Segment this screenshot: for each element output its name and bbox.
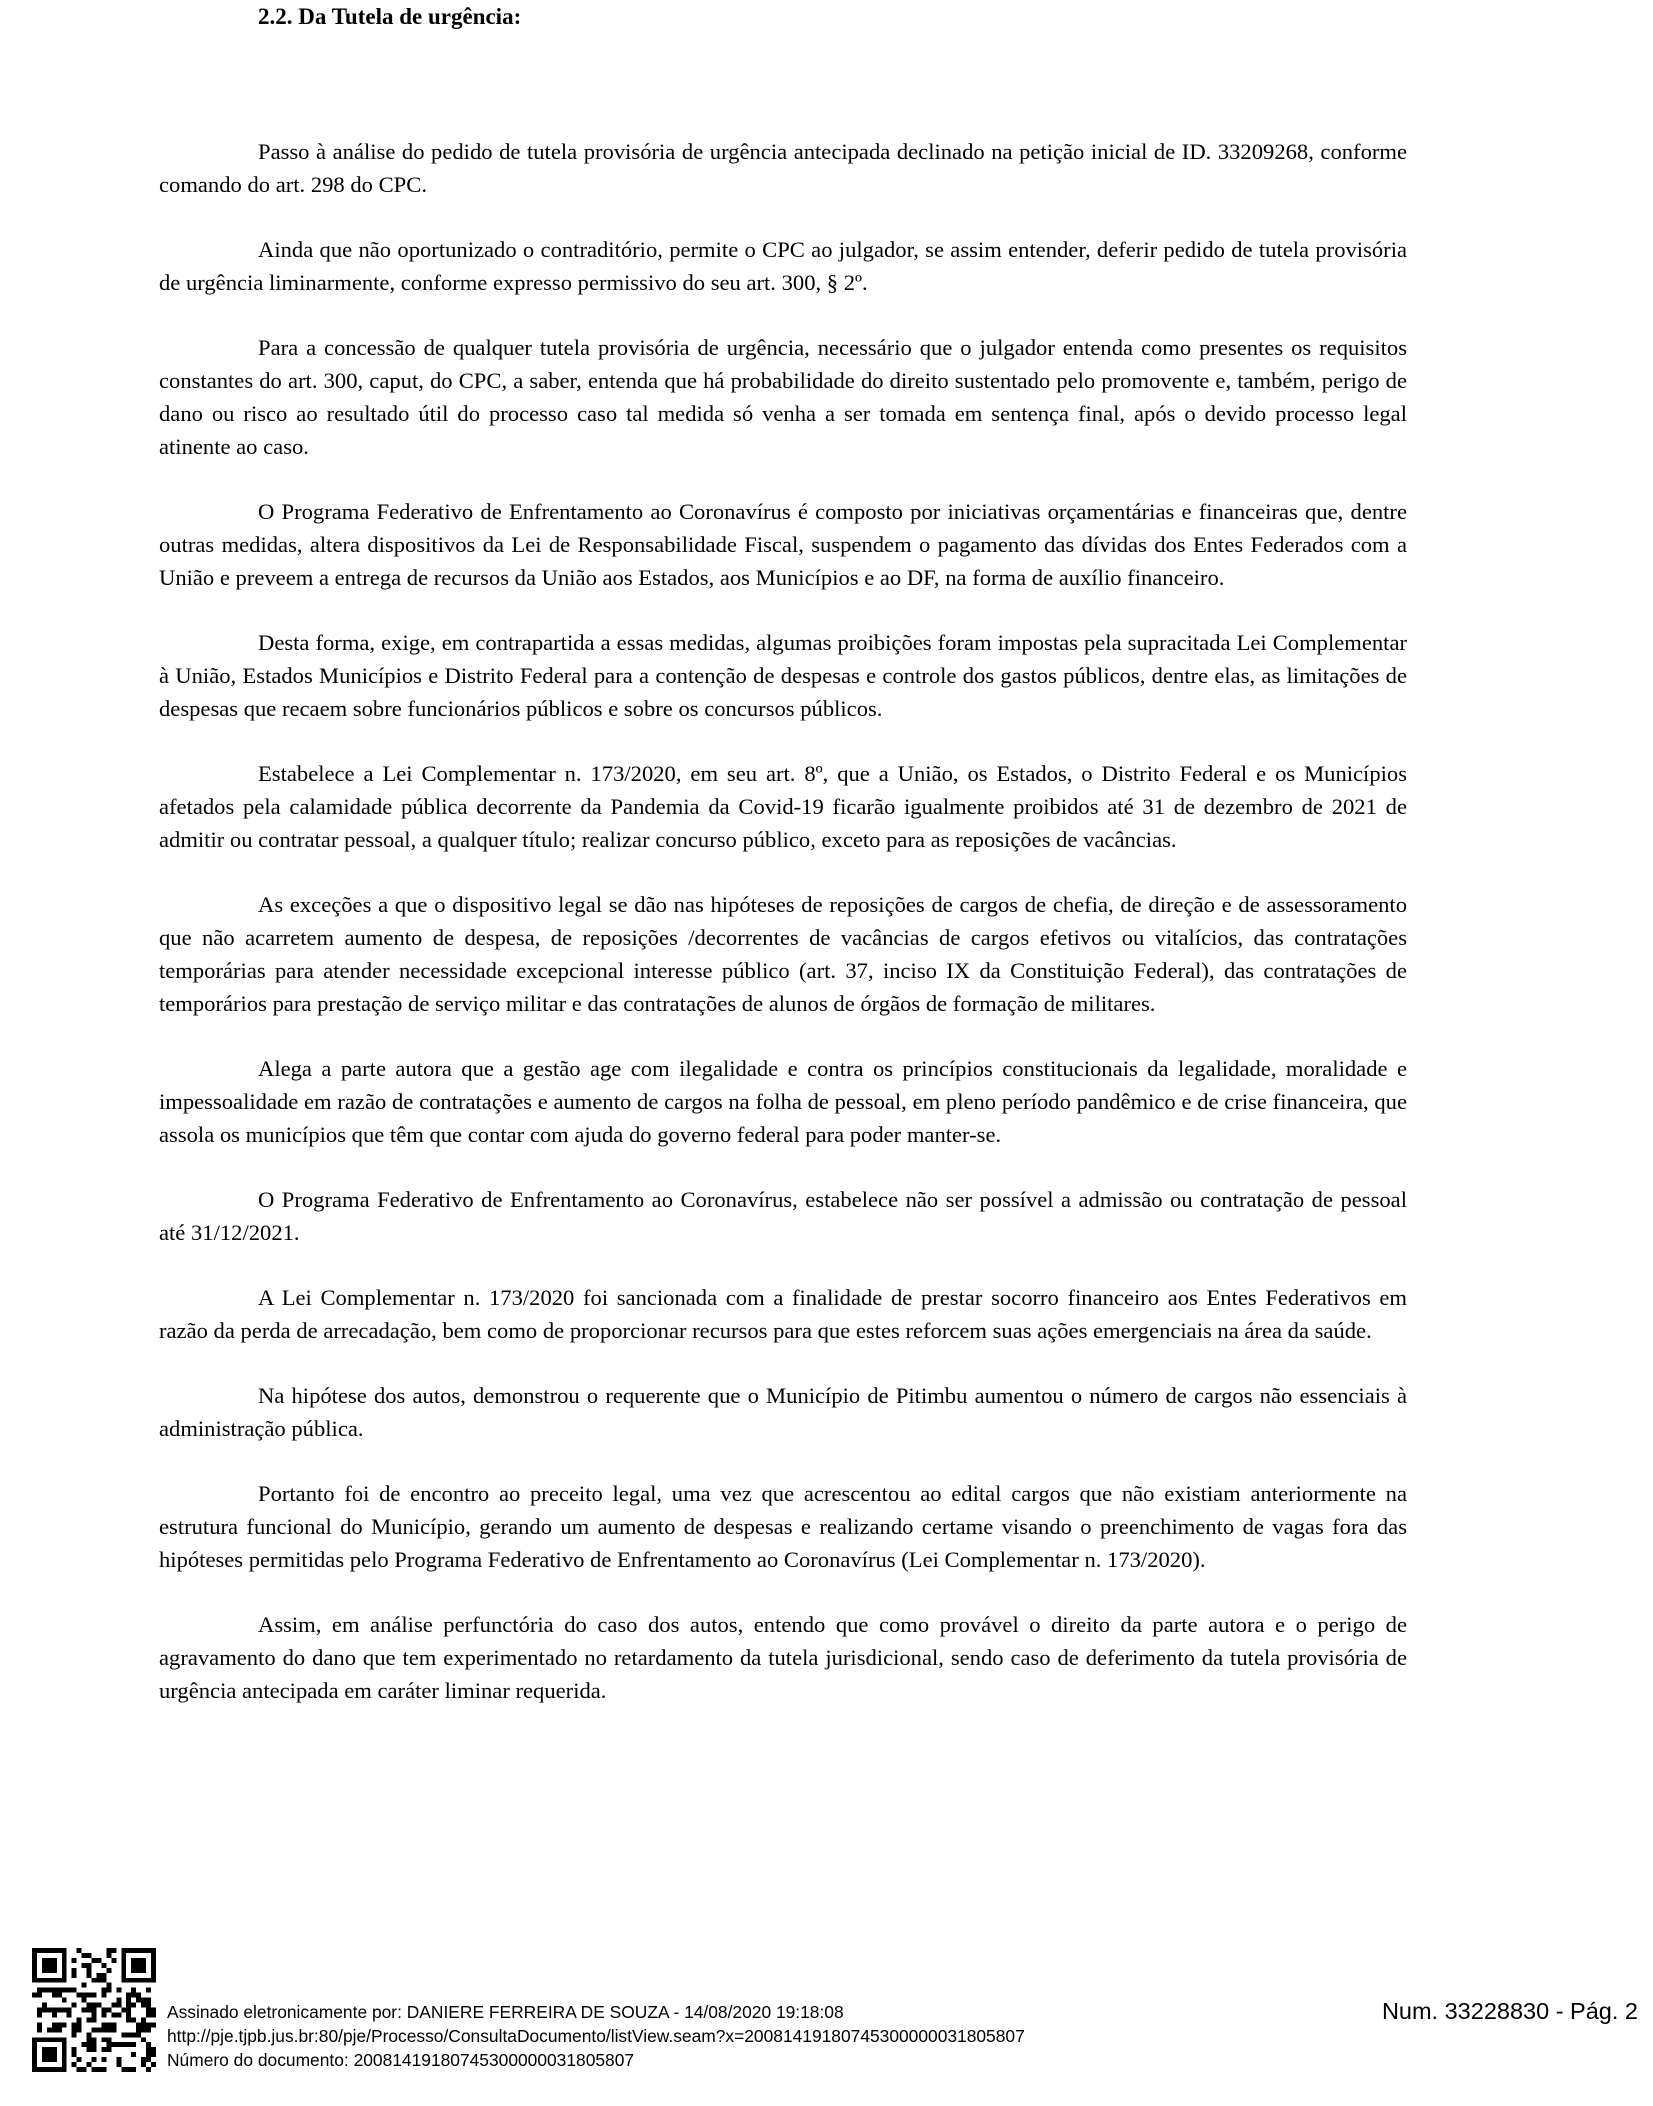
paragraph: As exceções a que o dispositivo legal se dão nas hipóteses de reposições de cargos de chefia, de direção e de assessoramento que não acarretem aumento de despesa, de reposições /decorrentes de vacâncias de cargos efetivos ou vitalícios, das contratações temporárias para atender necessidade excepcional interesse público (art. 37, inciso IX da Constituição Federal), das contratações de temporários para prestação de serviço militar e das contratações de alunos de órgãos de formação de militares. (159, 892, 1407, 1016)
document-url[interactable]: http://pje.tjpb.jus.br:80/pje/Processo/ConsultaDocumento/listView.seam?x=20081419180745300000031805807 (167, 2026, 1025, 2046)
paragraph: Ainda que não oportunizado o contraditório, permite o CPC ao julgador, se assim entender, deferir pedido de tutela provisória de urgência liminarmente, conforme expresso permissivo do seu art. 300, § 2º. (159, 237, 1407, 295)
paragraph: Alega a parte autora que a gestão age com ilegalidade e contra os princípios constitucionais da legalidade, moralidade e impessoalidade em razão de contratações e aumento de cargos na folha de pessoal, em pleno período pandêmico e de crise financeira, que assola os municípios que têm que contar com ajuda do governo federal para poder manter-se. (159, 1056, 1407, 1147)
qr-code-icon (32, 1948, 156, 2072)
paragraph: Estabelece a Lei Complementar n. 173/2020, em seu art. 8º, que a União, os Estados, o Distrito Federal e os Municípios afetados pela calamidade pública decorrente da Pandemia da Covid-19 ficarão igualmente proibidos até 31 de dezembro de 2021 de admitir ou contratar pessoal, a qualquer título; realizar concurso público, exceto para as reposições de vacâncias. (159, 761, 1407, 852)
paragraph: O Programa Federativo de Enfrentamento ao Coronavírus, estabelece não ser possível a admissão ou contratação de pessoal até 31/12/2021. (159, 1187, 1407, 1245)
paragraph: A Lei Complementar n. 173/2020 foi sancionada com a finalidade de prestar socorro financeiro aos Entes Federativos em razão da perda de arrecadação, bem como de proporcionar recursos para que estes reforcem suas ações emergenciais na área da saúde. (159, 1285, 1407, 1343)
paragraph: Para a concessão de qualquer tutela provisória de urgência, necessário que o julgador entenda como presentes os requisitos constantes do art. 300, caput, do CPC, a saber, entenda que há probabilidade do direito sustentado pelo promovente e, também, perigo de dano ou risco ao resultado útil do processo caso tal medida só venha a ser tomada em sentença final, após o devido processo legal atinente ao caso. (159, 335, 1407, 459)
paragraph: Passo à análise do pedido de tutela provisória de urgência antecipada declinado na petição inicial de ID. 33209268, conforme comando do art. 298 do CPC. (159, 139, 1407, 197)
paragraph: Desta forma, exige, em contrapartida a essas medidas, algumas proibições foram impostas pela supracitada Lei Complementar à União, Estados Municípios e Distrito Federal para a contenção de despesas e controle dos gastos públicos, dentre elas, as limitações de despesas que recaem sobre funcionários públicos e sobre os concursos públicos. (159, 630, 1407, 721)
signature-info (167, 2000, 1025, 2072)
signed-by-text: Assinado eletronicamente por: DANIERE FERREIRA DE SOUZA - 14/08/2020 19:18:08 (167, 2002, 844, 2022)
paragraph: Assim, em análise perfunctória do caso dos autos, entendo que como provável o direito da parte autora e o perigo de agravamento do dano que tem experimentado no retardamento da tutela jurisdicional, sendo caso de deferimento da tutela provisória de urgência antecipada em caráter liminar requerida. (159, 1612, 1407, 1703)
page-reference: Num. 33228830 - Pág. 2 (1381, 1998, 1638, 2024)
paragraph: O Programa Federativo de Enfrentamento ao Coronavírus é composto por iniciativas orçamentárias e financeiras que, dentre outras medidas, altera dispositivos da Lei de Responsabilidade Fiscal, suspendem o pagamento das dívidas dos Entes Federados com a União e preveem a entrega de recursos da União aos Estados, aos Municípios e ao DF, na forma de auxílio financeiro. (159, 499, 1407, 590)
paragraph: Na hipótese dos autos, demonstrou o requerente que o Município de Pitimbu aumentou o número de cargos não essenciais à administração pública. (159, 1383, 1407, 1441)
signature-footer (0, 1940, 1653, 2106)
paragraph: Portanto foi de encontro ao preceito legal, uma vez que acrescentou ao edital cargos que não existiam anteriormente na estrutura funcional do Município, gerando um aumento de despesas e realizando certame visando o preenchimento de vagas fora das hipóteses permitidas pelo Programa Federativo de Enfrentamento ao Coronavírus (Lei Complementar n. 173/2020). (159, 1481, 1407, 1572)
document-body (159, 135, 1407, 1739)
document-number: Número do documento: 20081419180745300000031805807 (167, 2050, 635, 2070)
section-heading: 2.2. Da Tutela de urgência: (258, 4, 522, 29)
